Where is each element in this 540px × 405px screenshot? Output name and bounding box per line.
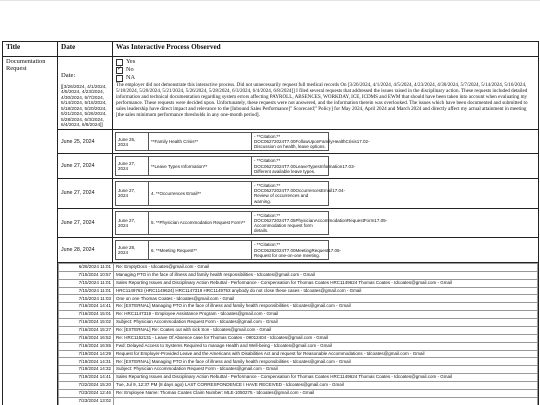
email-log-date: 7/15/2024 10:57 — [59, 271, 114, 279]
email-log-entry — [59, 319, 538, 327]
email-log-date: 7/16/2024 15:27 — [59, 326, 114, 334]
email-log-subject[interactable]: One on one Thomas Coates - tdcoates@gmail.com - Gmail — [114, 295, 538, 303]
inner-citation: - **Citation:** DOC06272024T7.00FollowUponFamilyHealthCrisis17.02-Discussion on health, leave options. — [252, 132, 329, 151]
date-label: Date: — [61, 72, 76, 79]
inner-row — [116, 181, 329, 205]
email-log-entry — [59, 366, 538, 374]
top-divider — [0, 0, 540, 1]
email-log-subject[interactable]: Sales Reporting Issues and Disciplinary Action Rebuttal - Performance - Compensation for Thomas Coates HRC1149624 Thomas Coates - tdcoates@gmail.com - Gmail — [114, 374, 538, 382]
row-date-cell — [58, 57, 113, 130]
email-log-date: 7/19/2024 14:32 — [59, 366, 114, 374]
email-log-subject[interactable]: Subject: Physician Accommodation Request Form - tdcoates@gmail.com - Gmail — [114, 319, 538, 327]
interactive-process-table — [2, 41, 539, 405]
sub-row-detail — [113, 178, 539, 208]
email-log-subject[interactable]: Re: HRC1152131 - Leave Of Absence case for Thomas Coates - 09012404 - tdcoates@gmail.com - Gmail — [114, 334, 538, 342]
row-observed-cell — [113, 57, 539, 130]
email-log-subject[interactable]: Re: [EXTERNAL] Re: Coates out with sick Son - tdcoates@gmail.com - Gmail — [114, 326, 538, 334]
email-log-date: 7/15/2024 11:01 — [59, 287, 114, 295]
date-list: [[3/26/2024, 4/1/2024, 4/5/2024, 4/23/2024, 4/30/2024, 5/7/2024, 5/14/2024, 5/16/2024, 5/18/2024, 5/20/2024, 5/21/2024, 5/26/2024, 5/28/2024, 6/3/2024, 6/4/2024, 6/8/2024]] — [61, 83, 107, 128]
email-log-entry — [59, 326, 538, 334]
inner-date: June 27, 2024 — [116, 157, 149, 176]
sub-row-detail — [113, 238, 539, 263]
email-log-entry — [59, 350, 538, 358]
inner-desc: 5. **Physician Accommodation Request Form** — [149, 211, 252, 235]
email-log-entry — [59, 382, 538, 390]
inner-table — [115, 181, 346, 206]
email-log-subject[interactable]: Request for Employer-Provided Leave and the Americans with Disabilities Act and request for Reasonable Accommodations - tdcoates@gmail.com - Gmail — [114, 350, 538, 358]
email-log-date: 7/19/2024 14:31 — [59, 358, 114, 366]
email-log-date: 7/15/2024 11:01 — [59, 279, 114, 287]
email-log-date: 6/28/2024 11:01 — [59, 263, 114, 271]
option-no-label: No — [126, 66, 134, 73]
email-log-date: 7/16/2024 15:01 — [59, 311, 114, 319]
inner-table — [115, 240, 342, 260]
email-log-entry — [59, 342, 538, 350]
email-log-entry — [59, 358, 538, 366]
header-date: Date — [58, 42, 113, 57]
inner-citation: - **Citation:** DOC06272024T7.05PhysicianAccommodationRequestForm17.05-Accommodation request form details. — [252, 211, 329, 235]
sub-row-date: June 27, 2024 — [58, 208, 113, 238]
email-log-subject[interactable]: Tue, Jul 9, 12:37 PM (8 days ago) LAST CORRESPONDENCE I HAVE RECEIVED - tdcoates@gmail.com - Gmail — [114, 382, 538, 390]
email-log-subject[interactable]: Sales Reporting Issues and Disciplinary Action Rebuttal - Performance - Compensation for Thomas Coates HRC1149624 Thomas Coates - tdcoates@gmail.com - Gmail — [114, 279, 538, 287]
email-log-date: 7/23/2024 12:46 — [59, 389, 114, 397]
email-log-entry — [59, 397, 538, 405]
email-log-subject[interactable]: HRC1149762 (HRC1149624) HRC1147319 HRC1149753 anybody do not close these cases - tdcoates@gmail.com - Gmail — [114, 287, 538, 295]
email-log-entry — [59, 295, 538, 303]
inner-date: June 27, 2024 — [116, 211, 149, 235]
option-na[interactable] — [116, 74, 535, 82]
sub-row-date: June 25, 2024 — [58, 129, 113, 154]
email-log-subject[interactable] — [114, 397, 538, 405]
email-log-entry — [59, 374, 538, 382]
inner-row — [116, 157, 329, 176]
email-log-date: 7/16/2024 15:02 — [59, 319, 114, 327]
email-log-date: 7/23/2024 13:02 — [59, 397, 114, 405]
email-log-date: 7/19/2024 14:29 — [59, 350, 114, 358]
email-log-subject[interactable]: Re: EmptyDocs - tdcoates@gmail.com - Gmail — [114, 263, 538, 271]
email-log-date: 7/16/2024 16:55 — [59, 342, 114, 350]
inner-row — [116, 241, 329, 260]
inner-table — [115, 132, 370, 152]
header-row — [3, 42, 539, 57]
inner-desc: **Family Health Crisis** — [149, 132, 252, 151]
sub-row — [3, 238, 539, 263]
email-log-subject[interactable]: Re: HRC1147319 - Employee Assistance Program - tdcoates@gmail.com - Gmail — [114, 311, 538, 319]
inner-citation: - **Citation:** DOC06282024T7.00MeetingRequest17.06-Request for one-on-one meeting. — [252, 241, 329, 260]
email-log-subject[interactable]: Subject: Physician Accommodation Request Form - tdcoates@gmail.com - Gmail — [114, 366, 538, 374]
sub-row — [3, 178, 539, 208]
inner-desc: 6. **Meeting Request** — [149, 241, 252, 260]
inner-date: June 25, 2024 — [116, 132, 149, 151]
header-title: Title — [3, 42, 58, 57]
email-log-date: 7/16/2024 16:52 — [59, 334, 114, 342]
email-log-subject[interactable]: Re: [EXTERNAL] Managing PTO in the face of illness and family health responsibilities - tdcoates@gmail.com - Gmail — [114, 303, 538, 311]
sub-row-date: June 27, 2024 — [58, 178, 113, 208]
email-log-date: 7/22/2024 15:20 — [59, 382, 114, 390]
email-log-date: 7/15/2024 11:03 — [59, 295, 114, 303]
email-log-entry — [59, 271, 538, 279]
checkbox-na[interactable] — [116, 75, 123, 82]
inner-citation: - **Citation:** DOC06272024T7.00OccurrencesEmail17.04-Review of occurrences and warning. — [252, 181, 329, 205]
option-yes[interactable] — [116, 58, 535, 66]
inner-table — [115, 156, 356, 176]
checkbox-no[interactable] — [116, 67, 123, 74]
email-log-subject[interactable]: Re: Employee Name: Thomas Coates Claim Number: MLE-1050275 - tdcoates@gmail.com - Gmail — [114, 389, 538, 397]
sub-row-detail — [113, 154, 539, 179]
sub-row-date: June 28, 2024 — [58, 238, 113, 263]
email-log-table — [58, 263, 538, 405]
email-log-subject[interactable]: Fwd: Delayed Access to Systems Required to manage Health and Well-being - tdcoates@gmail.com - Gmail — [114, 342, 538, 350]
sub-row — [3, 129, 539, 154]
observation-paragraph: The employer did not demonstrate this interactive process. Did not unnecessarily request full medical records On [3/26/2024, 4/1/2024, 4/5/2024, 4/23/2024, 4/30/2024, 5/7/2024, 5/14/2024, 5/16/2024, 5/18/2024, 5/20/2024, 5/21/2024, 5/26/2024, 5/28/2024, 6/3/2024, 6/4/2024, 6/8/2024]] I filed several requests that addressed the issues raised in the disciplinary action. These requests included detailed information and technical documentation regarding system errors affecting PAYROLL, ABSENCES, WORKDAY, ICE, ICDMS and EWM that should have been taken into account when evaluating my performance. These requests were decided upon. Unfortunately, these requests were not answered, and the information therein was overlooked. The issues which have been documented and submitted to sales leadership have direct impact and relevance to the [Inbound Sales Performance]" Scorecard¦" Policy] for May 2024, April 2024 and March 2024 and directly affect my actual attainment in meeting [the sales minimum performance thresholds in any one-month period]. — [116, 82, 528, 118]
sub-row — [3, 154, 539, 179]
inner-row — [116, 132, 329, 151]
email-log-date: 7/16/2024 14:41 — [59, 303, 114, 311]
sub-row-detail — [113, 129, 539, 154]
sub-row-detail — [113, 208, 539, 238]
inner-row — [116, 211, 329, 235]
option-no[interactable] — [116, 66, 535, 74]
email-log-entry — [59, 263, 538, 271]
email-log-date: 7/19/2024 14:41 — [59, 374, 114, 382]
documentation-request-row — [3, 57, 539, 130]
inner-table — [115, 211, 388, 236]
inner-citation: - **Citation:** DOC06272024T7.00LeaveTypesInformation17.03-Different available leave types. — [252, 157, 329, 176]
header-observed: Was Interactive Process Observed — [113, 42, 539, 57]
inner-desc: 4. **Occurrences Email** — [149, 181, 252, 205]
sub-row-date: June 27, 2024 — [58, 154, 113, 179]
option-na-label: NA — [126, 74, 136, 81]
email-log-entry — [59, 311, 538, 319]
option-yes-label: Yes — [126, 58, 136, 65]
sub-row — [3, 208, 539, 238]
row-title: Documentation Request — [3, 57, 58, 405]
email-log-entry — [59, 287, 538, 295]
email-log-cell — [58, 262, 539, 405]
email-log-entry — [59, 334, 538, 342]
email-log-entry — [59, 303, 538, 311]
inner-date: June 27, 2024 — [116, 181, 149, 205]
email-log-entry — [59, 279, 538, 287]
email-log-subject[interactable]: Re: [EXTERNAL] Managing PTO in the face of illness and family health responsibilities - tdcoates@gmail.com - Gmail — [114, 358, 538, 366]
inner-desc: **Leave Types Information** — [149, 157, 252, 176]
inner-date: June 28, 2024 — [116, 241, 149, 260]
email-log-row — [3, 262, 539, 405]
email-log-subject[interactable]: Managing PTO in the face of illness and family health responsibilities - tdcoates@gmail.com - Gmail — [114, 271, 538, 279]
email-log-entry — [59, 389, 538, 397]
